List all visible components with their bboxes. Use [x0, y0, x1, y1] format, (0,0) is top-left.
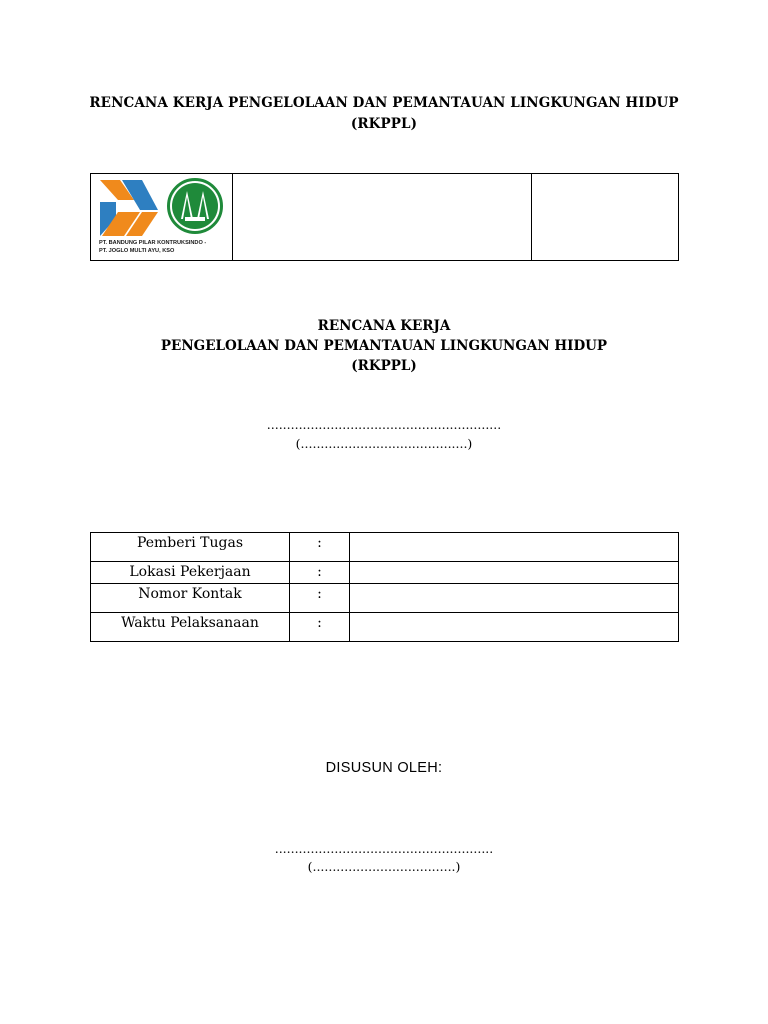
info-separator: :: [290, 584, 350, 613]
prepared-by-label: DISUSUN OLEH:: [325, 760, 443, 776]
signature-bottom-paren: (....................................): [307, 859, 461, 874]
info-separator: :: [290, 533, 350, 562]
signature-top-dots: ...........................................................: [266, 417, 502, 432]
info-separator: :: [290, 562, 350, 584]
title-top-line-1: RENCANA KERJA PENGELOLAAN DAN PEMANTAUAN LINGKUNGAN HIDUP: [89, 95, 679, 111]
info-table: [90, 532, 679, 642]
table-row: [91, 562, 679, 584]
document-title-top: [0, 93, 768, 135]
info-value-nomor-kontak[interactable]: [350, 584, 679, 613]
document-title-main: [0, 316, 768, 376]
title-main-line-3: (RKPPL): [351, 358, 417, 374]
title-main-line-1: RENCANA KERJA: [317, 318, 451, 334]
company-line-1: PT. BANDUNG PILAR KONTRUKSINDO -: [99, 240, 207, 246]
table-row: [91, 584, 679, 613]
info-label-waktu-pelaksanaan: Waktu Pelaksanaan: [91, 613, 290, 642]
info-label-pemberi-tugas: Pemberi Tugas: [91, 533, 290, 562]
title-top-line-2: (RKPPL): [350, 116, 418, 132]
info-label-lokasi-pekerjaan: Lokasi Pekerjaan: [91, 562, 290, 584]
company-caption: [99, 240, 206, 255]
table-row: [91, 533, 679, 562]
header-middle-cell: [233, 174, 532, 261]
logo-cell: [91, 174, 233, 261]
company-line-2: PT. JOGLO MULTI AYU, KSO: [99, 247, 175, 254]
info-value-lokasi-pekerjaan[interactable]: [350, 562, 679, 584]
signature-top-paren: (..........................................): [295, 436, 473, 451]
title-main-line-2: PENGELOLAAN DAN PEMANTAUAN LINGKUNGAN HIDUP: [160, 338, 608, 354]
green-tree-circle-logo-icon: [166, 177, 224, 235]
signature-bottom-dots: .......................................................: [274, 841, 494, 856]
info-value-waktu-pelaksanaan[interactable]: [350, 613, 679, 642]
header-table: [90, 173, 679, 261]
info-value-pemberi-tugas[interactable]: [350, 533, 679, 562]
header-right-cell: [532, 174, 679, 261]
info-label-nomor-kontak: Nomor Kontak: [91, 584, 290, 613]
info-separator: :: [290, 613, 350, 642]
orange-blue-arrow-logo-icon: [98, 178, 160, 240]
table-row: [91, 613, 679, 642]
